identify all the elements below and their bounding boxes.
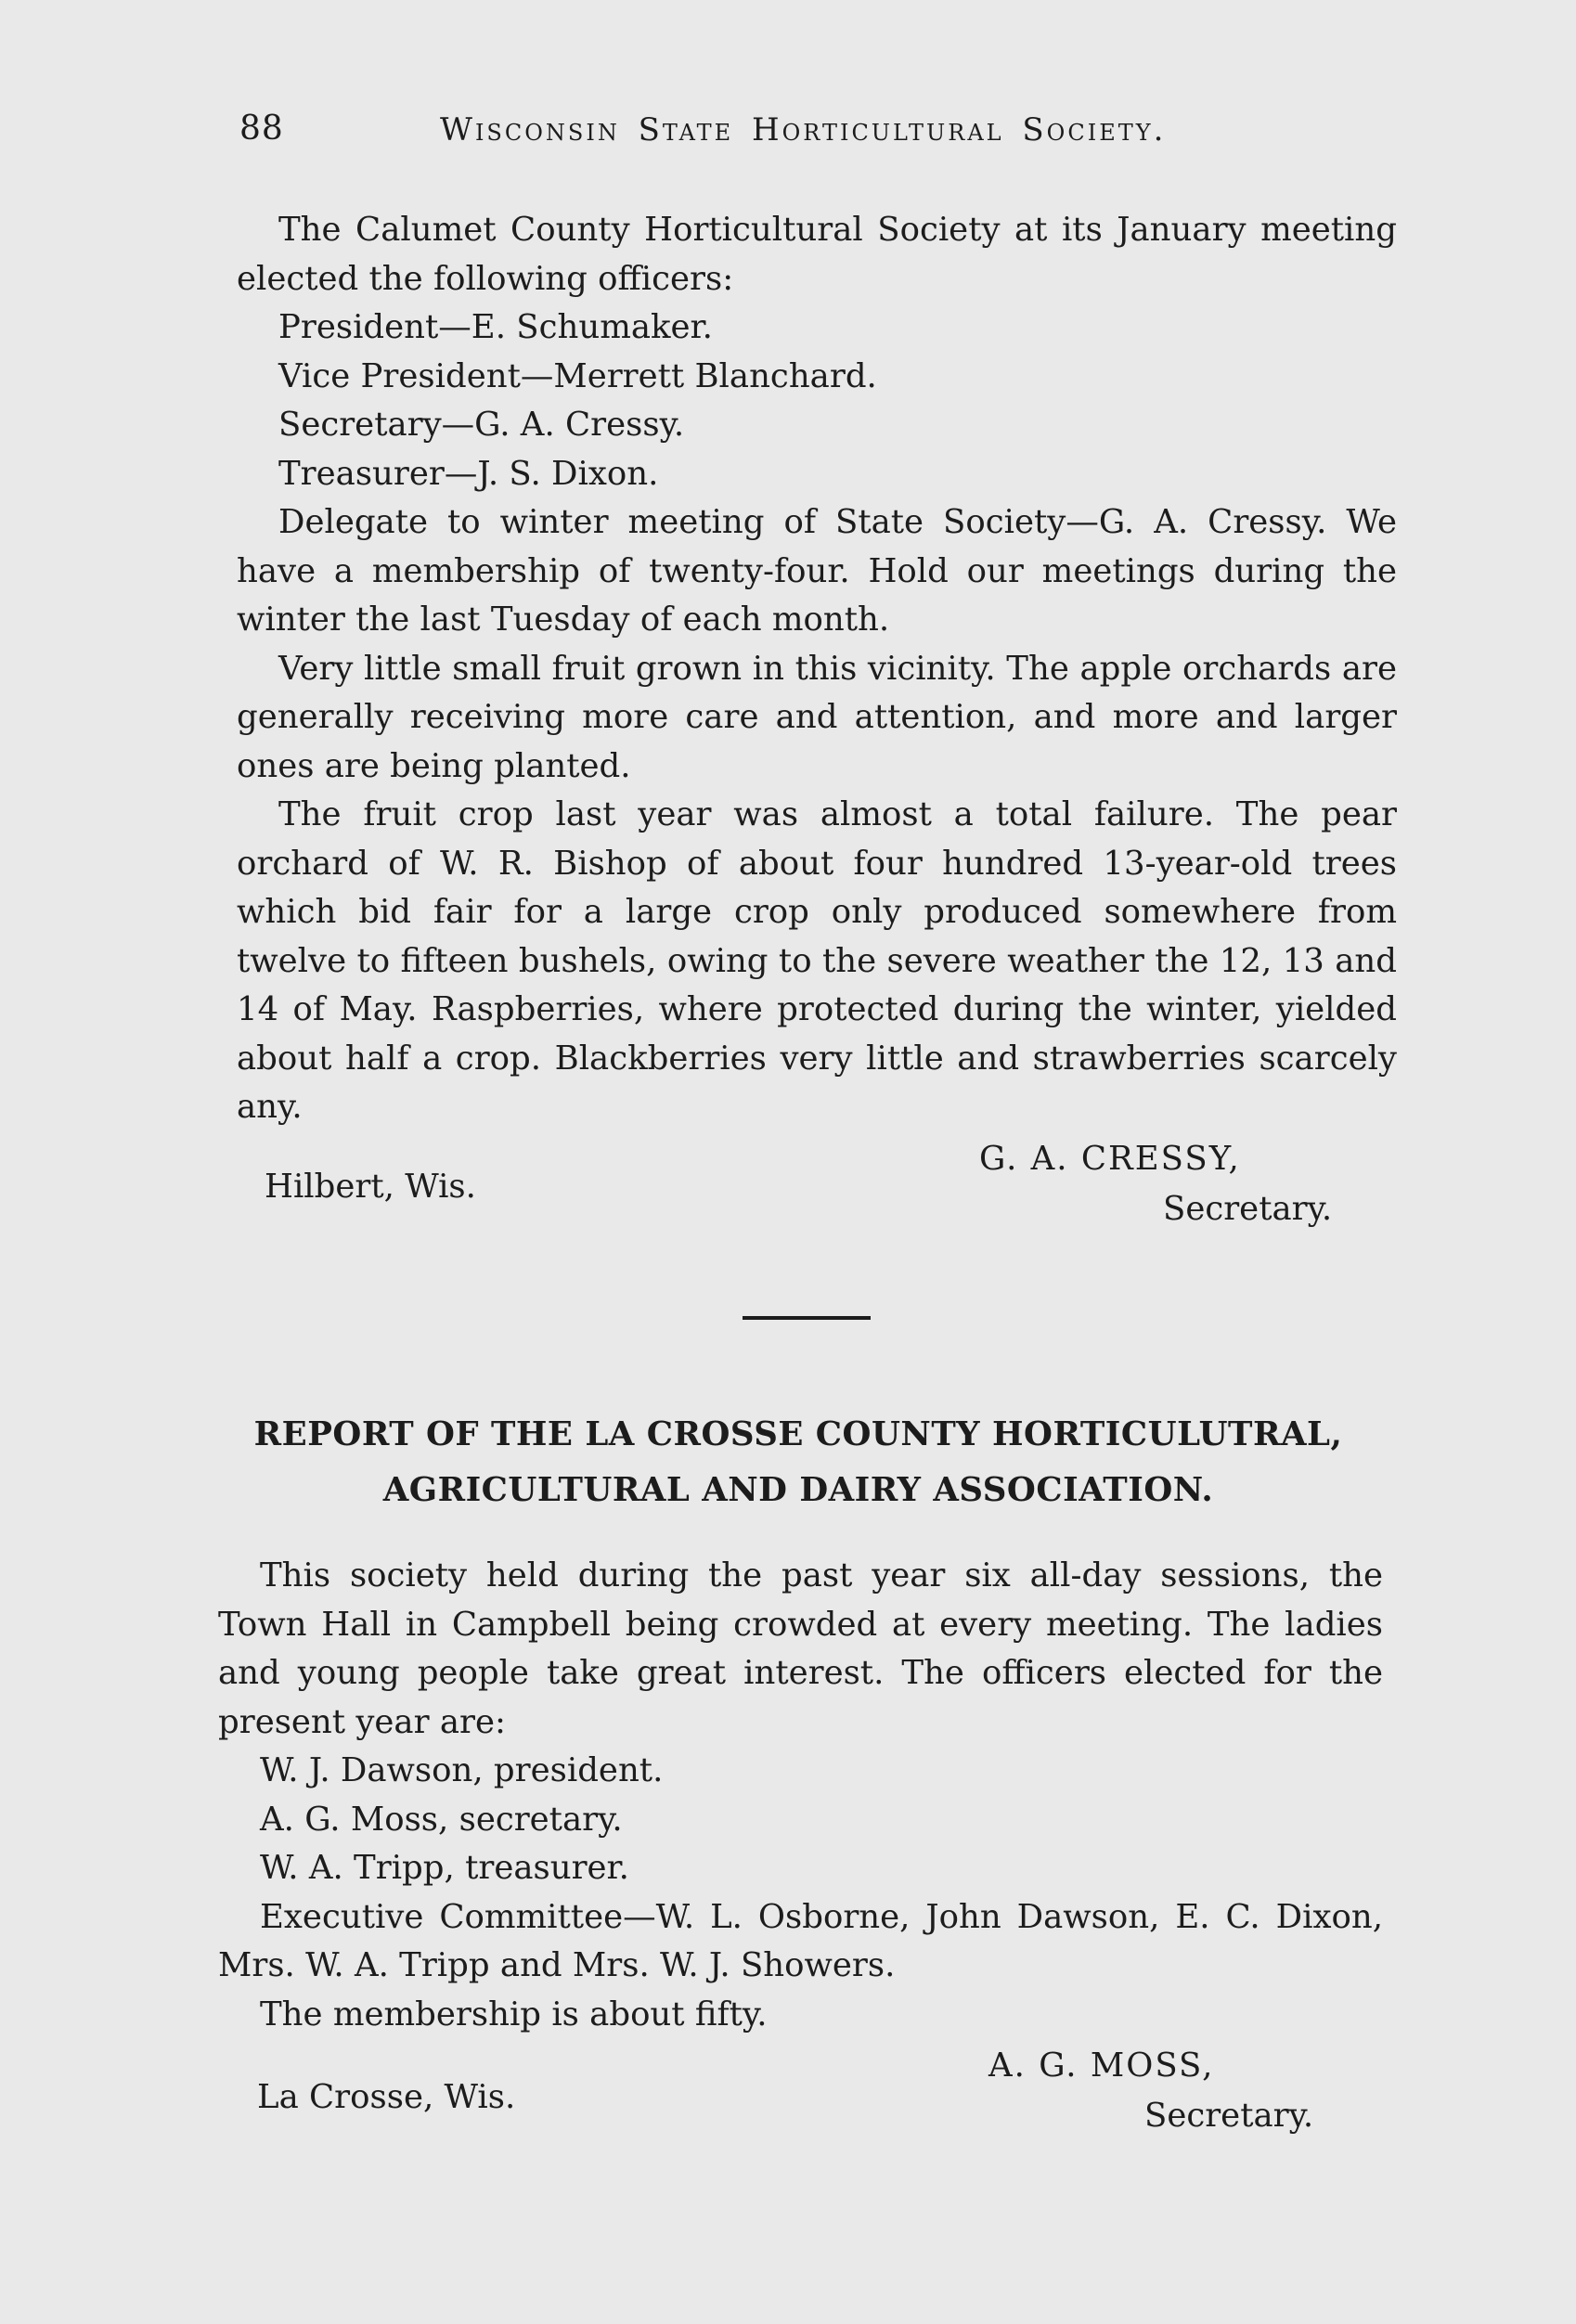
- report-title-line-2: AGRICULTURAL AND DAIRY ASSOCIATION.: [382, 1471, 1214, 1509]
- calumet-intro: The Calumet County Horticultural Society at its January meeting elected the following officers:: [237, 211, 1397, 298]
- calumet-officer-president: President—E. Schumaker.: [278, 308, 713, 346]
- calumet-officer-vice-president: Vice President—Merrett Blanchard.: [278, 356, 877, 395]
- calumet-officer-treasurer: Treasurer—J. S. Dixon.: [278, 454, 659, 493]
- lacrosse-officer-secretary: A. G. Moss, secretary.: [260, 1800, 623, 1839]
- page-number: 88: [239, 110, 284, 148]
- calumet-officer-secretary: Secretary—G. A. Cressy.: [278, 406, 685, 444]
- lacrosse-signature-name: A. G. MOSS,: [988, 2046, 1215, 2085]
- lacrosse-signature-block: [218, 2039, 1383, 2143]
- lacrosse-committee-paragraph: Executive Committee—W. L. Osborne, John Dawson, E. C. Dixon, Mrs. W. A. Tripp and Mrs. W. J. Showers.: [218, 1897, 1383, 1984]
- report-title-line-1: REPORT OF THE LA CROSSE COUNTY HORTICULUTRAL,: [253, 1415, 1343, 1453]
- page-header: [239, 110, 1223, 156]
- calumet-signature-block: [237, 1132, 1397, 1236]
- lacrosse-signature-title: Secretary.: [1144, 2097, 1314, 2135]
- lacrosse-officer-president: W. J. Dawson, president.: [260, 1751, 664, 1789]
- report-title: [195, 1407, 1402, 1518]
- section-divider: [743, 1316, 871, 1320]
- calumet-crop-paragraph: The fruit crop last year was almost a total failure. The pear orchard of W. R. Bishop of about four hundred 13-year-old trees which bid fair for a large crop only produced somewhere from twelve to fifteen bushels, owing to the severe weather the 12, 13 and 14 of May. Raspberries, where protected during the winter, yielded about half a crop. Blackberries very little and strawberries scarcely any.: [237, 795, 1397, 1126]
- calumet-delegate-paragraph: Delegate to winter meeting of State Society—G. A. Cressy. We have a membership of twenty-four. Hold our meetings during the winter the last Tuesday of each month.: [237, 503, 1397, 639]
- lacrosse-section: [218, 1552, 1383, 2143]
- calumet-section: [237, 206, 1397, 1236]
- lacrosse-place: La Crosse, Wis.: [257, 2078, 516, 2116]
- lacrosse-officer-treasurer: W. A. Tripp, treasurer.: [260, 1849, 629, 1887]
- calumet-fruit-paragraph: Very little small fruit grown in this vicinity. The apple orchards are generally receiving more care and attention, and more and larger ones are being planted.: [237, 649, 1397, 785]
- calumet-signature-title: Secretary.: [1163, 1189, 1333, 1228]
- running-head: Wisconsin State Horticultural Society.: [440, 111, 1167, 148]
- lacrosse-intro: This society held during the past year six all-day sessions, the Town Hall in Campbell being crowded at every meeting. The ladies and young people take great interest. The officers elected for the present year are:: [218, 1556, 1383, 1741]
- calumet-place: Hilbert, Wis.: [265, 1167, 476, 1206]
- calumet-signature-name: G. A. CRESSY,: [979, 1139, 1241, 1178]
- lacrosse-membership: The membership is about fifty.: [260, 1995, 768, 2034]
